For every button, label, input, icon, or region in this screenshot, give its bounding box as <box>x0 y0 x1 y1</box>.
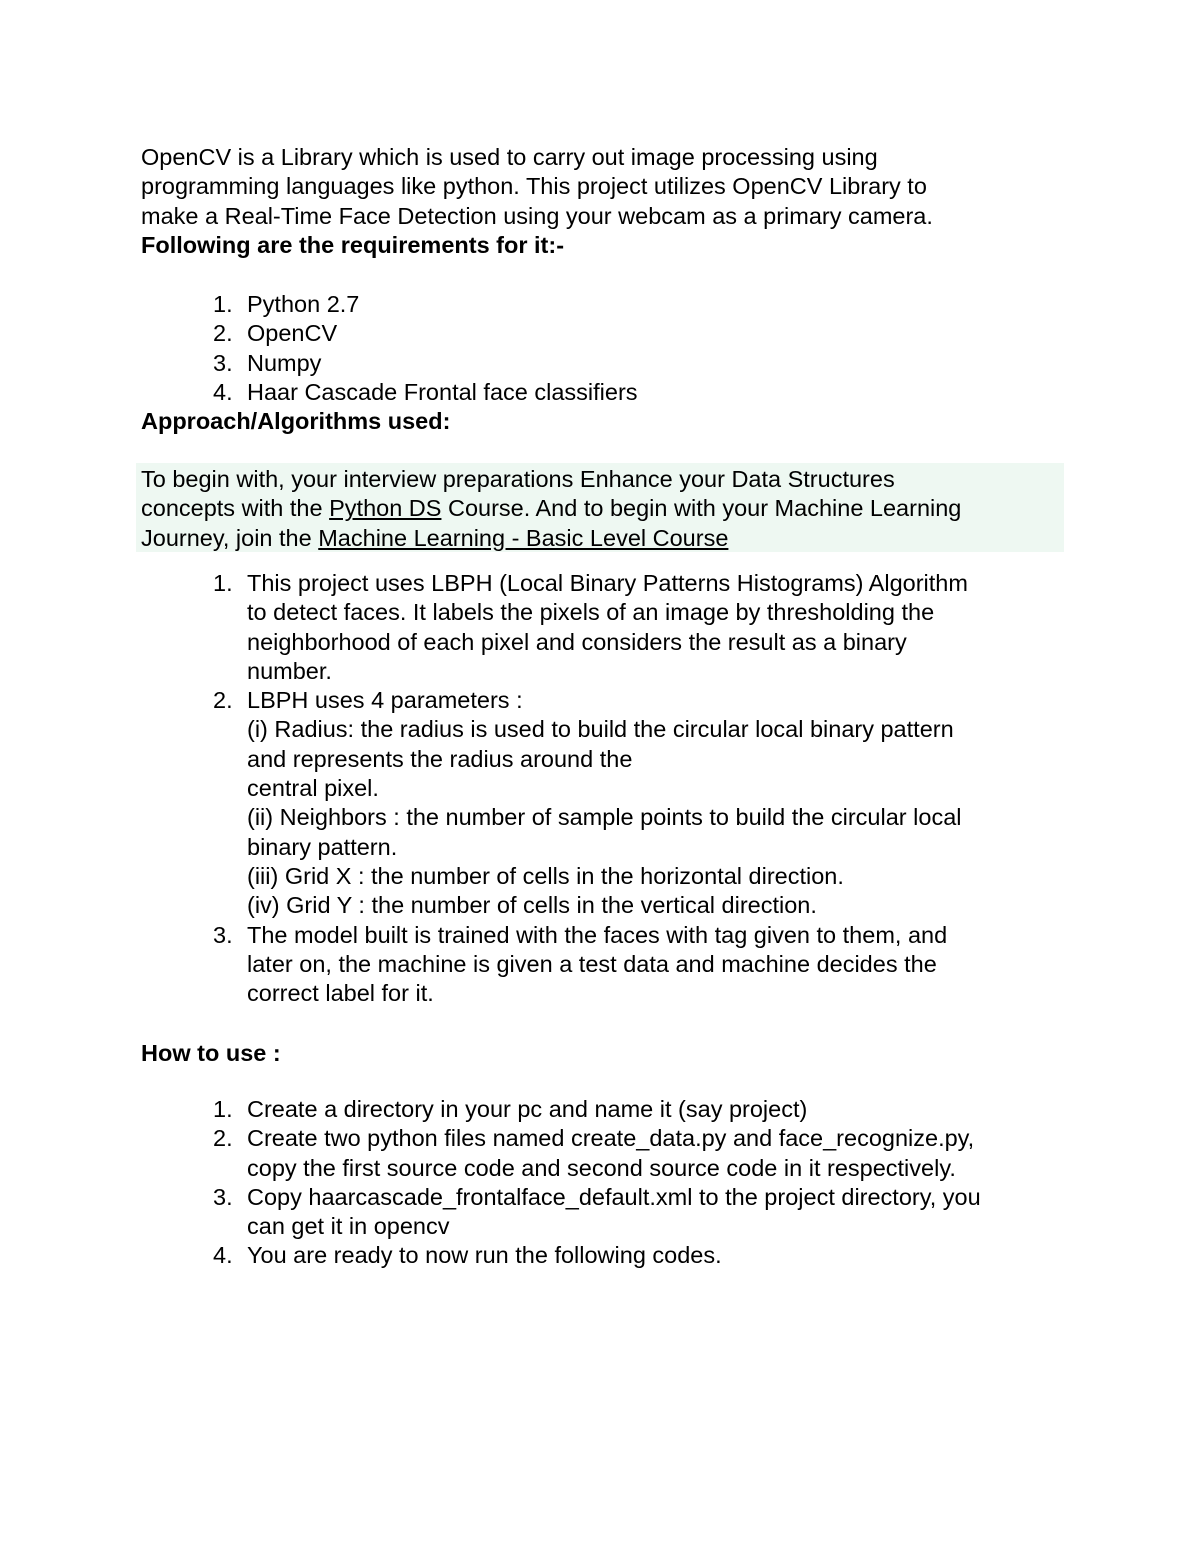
algorithms-list <box>141 569 1071 1008</box>
how-to-use-heading: How to use : <box>141 1040 281 1066</box>
intro-line: make a Real-Time Face Detection using your webcam as a primary camera. <box>141 202 933 229</box>
intro-paragraph <box>141 143 1071 260</box>
approach-heading: Approach/Algorithms used: <box>141 408 451 434</box>
list-item: 2. LBPH uses 4 parameters : (i) Radius: the radius is used to build the circular local binary pattern and represents the radius around the central pixel. (ii) Neighbors : the number of sample points to build the circular local binary pattern. (iii) Grid X : the number of cells in the horizontal direction. (iv) Grid Y : the number of cells in the vertical direction. <box>213 687 962 919</box>
promo-paragraph <box>141 465 1071 553</box>
list-item: 2. OpenCV <box>213 320 338 347</box>
list-item: 1. Python 2.7 <box>213 291 360 317</box>
how-to-use-list <box>141 1095 1071 1271</box>
list-item: 4. Haar Cascade Frontal face classifiers <box>213 378 638 405</box>
promo-line: concepts with the Python DS Course. And to begin with your Machine Learning <box>141 495 962 522</box>
list-item: 1. This project uses LBPH (Local Binary Patterns Histograms) Algorithm to detect faces. It labels the pixels of an image by thresholding the neighborhood of each pixel and considers the result as a binary number. <box>213 570 968 684</box>
list-item: 4. You are ready to now run the following codes. <box>213 1242 722 1269</box>
intro-line: programming languages like python. This project utilizes OpenCV Library to <box>141 173 927 200</box>
list-item: 3. The model built is trained with the faces with tag given to them, and later on, the machine is given a test data and machine decides the correct label for it. <box>213 921 948 1007</box>
promo-line: To begin with, your interview preparations Enhance your Data Structures <box>141 466 895 492</box>
list-item: 1. Create a directory in your pc and name it (say project) <box>213 1096 808 1122</box>
list-item: 3. Copy haarcascade_frontalface_default.xml to the project directory, you can get it in opencv <box>213 1183 981 1240</box>
promo-line: Journey, join the Machine Learning - Basic Level Course <box>141 524 729 551</box>
requirements-list <box>141 290 1071 407</box>
requirements-heading: Following are the requirements for it:- <box>141 231 565 258</box>
list-item: 2. Create two python files named create_data.py and face_recognize.py, copy the first source code and second source code in it respectively. <box>213 1125 975 1181</box>
python-ds-link[interactable]: Python DS <box>329 495 442 522</box>
intro-line: OpenCV is a Library which is used to carry out image processing using <box>141 144 878 170</box>
machine-learning-course-link[interactable]: Machine Learning - Basic Level Course <box>318 524 729 551</box>
list-item: 3. Numpy <box>213 349 322 376</box>
